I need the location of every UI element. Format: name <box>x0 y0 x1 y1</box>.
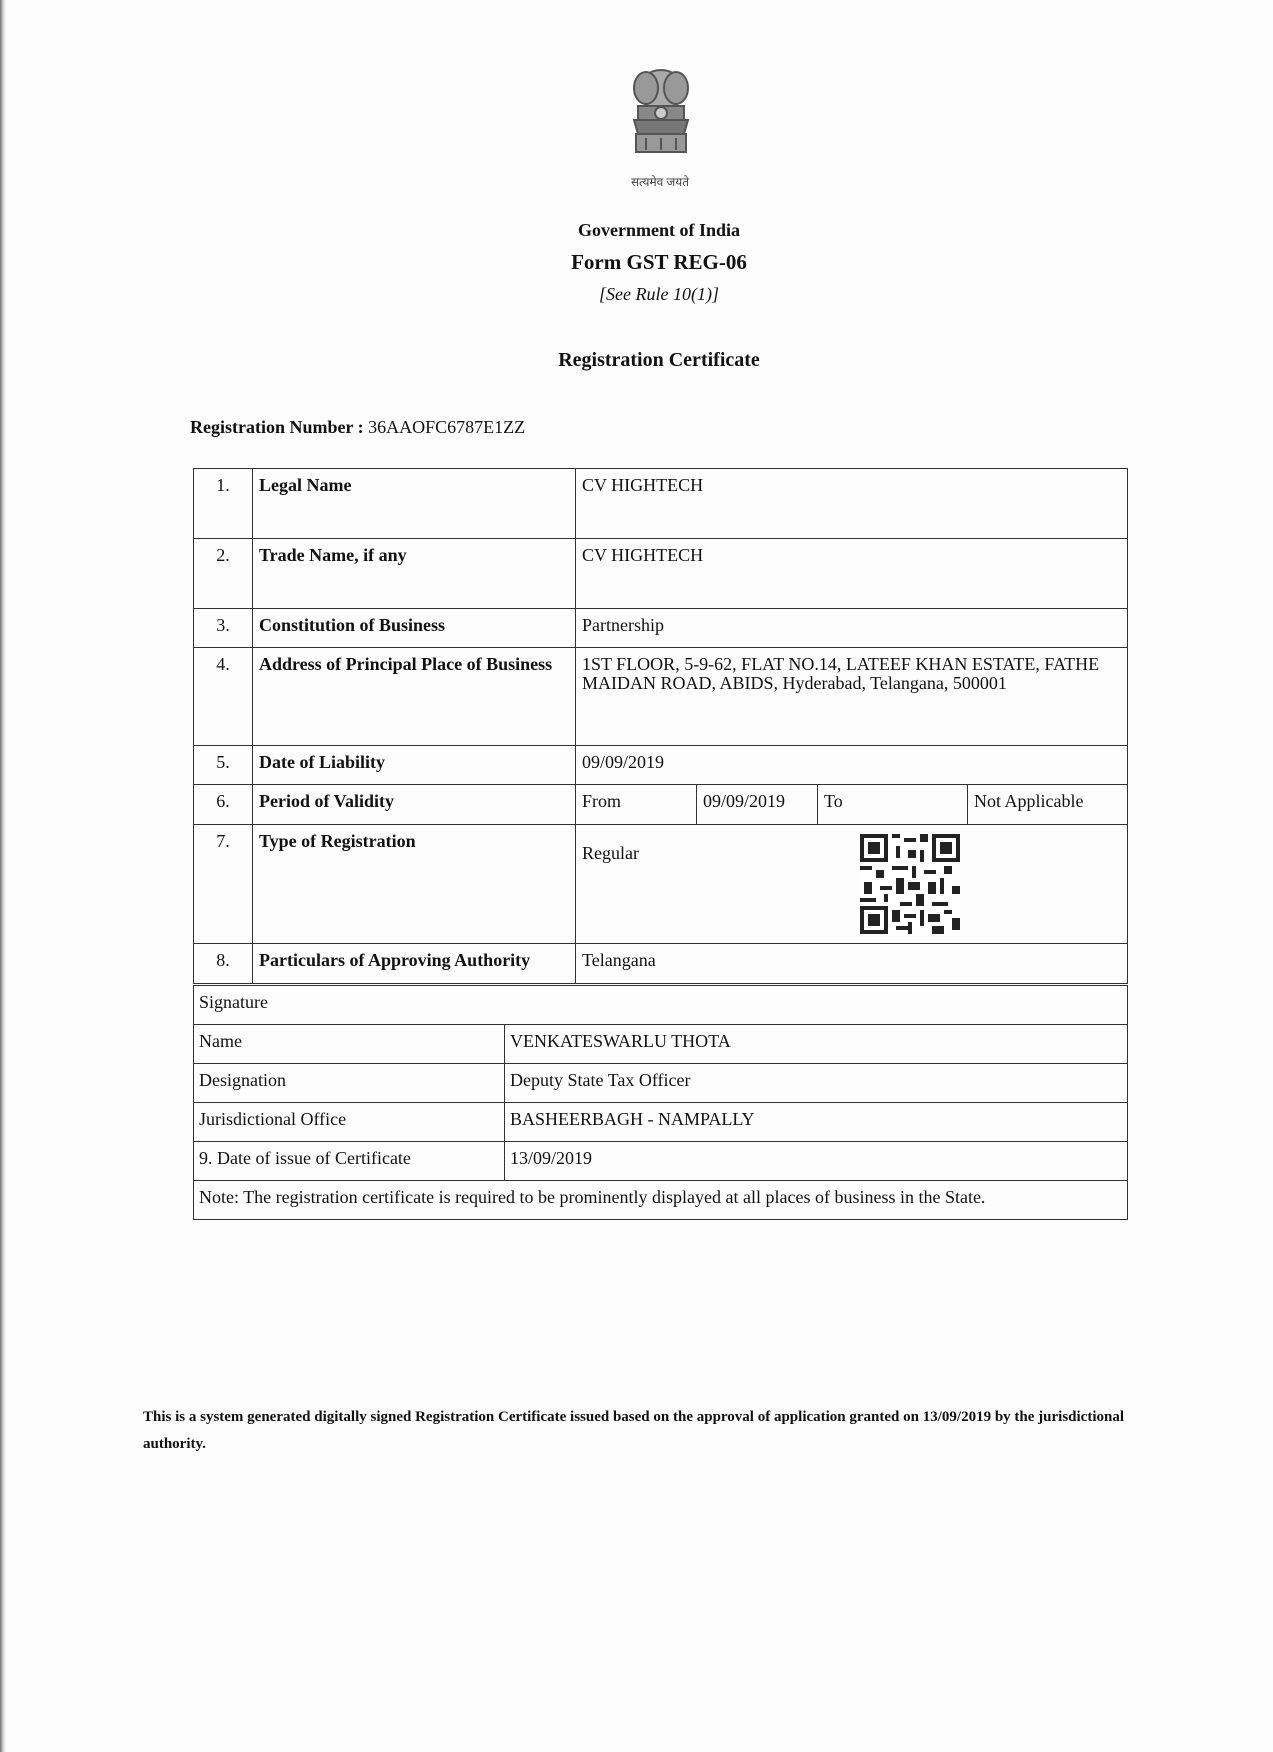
office-value: BASHEERBAGH - NAMPALLY <box>505 1103 1128 1142</box>
table-row <box>194 1103 1128 1142</box>
table-row <box>194 1142 1128 1181</box>
row-label: Particulars of Approving Authority <box>253 944 576 984</box>
issue-date-value: 13/09/2019 <box>505 1142 1128 1181</box>
name-value: VENKATESWARLU THOTA <box>505 1025 1128 1064</box>
table-row <box>194 609 1128 648</box>
registration-type-cell <box>576 825 1128 944</box>
table-row <box>194 1181 1128 1220</box>
row-value: Regular <box>582 843 639 863</box>
validity-cell <box>576 785 1128 825</box>
table-row <box>194 1025 1128 1064</box>
row-label: Period of Validity <box>253 785 576 825</box>
note-text: Note: The registration certificate is required to be prominently displayed at all places of business in the State. <box>194 1181 1128 1220</box>
row-number: 5. <box>194 746 253 785</box>
qr-code-icon <box>860 834 960 934</box>
validity-to-value: Not Applicable <box>974 791 1084 811</box>
row-label: Constitution of Business <box>253 609 576 648</box>
details-table <box>193 468 1128 984</box>
signature-label: Signature <box>194 986 1128 1025</box>
registration-number <box>190 417 525 438</box>
row-value: CV HIGHTECH <box>576 469 1128 539</box>
emblem-motto: सत्यमेव जयते <box>630 175 690 189</box>
certificate-title: Registration Certificate <box>558 349 760 371</box>
table-row <box>194 944 1128 984</box>
registration-number-label: Registration Number : <box>190 417 364 437</box>
table-row <box>194 785 1128 825</box>
row-label: Type of Registration <box>253 825 576 944</box>
row-number: 7. <box>194 825 253 944</box>
validity-from-value: 09/09/2019 <box>697 785 818 824</box>
rule-reference: [See Rule 10(1)] <box>599 284 719 304</box>
row-number: 1. <box>194 469 253 539</box>
table-row <box>194 1064 1128 1103</box>
row-label: Legal Name <box>253 469 576 539</box>
row-label: Trade Name, if any <box>253 539 576 609</box>
row-value: Telangana <box>576 944 1128 984</box>
signature-table <box>193 985 1128 1220</box>
row-number: 4. <box>194 648 253 746</box>
row-label: Address of Principal Place of Business <box>253 648 576 746</box>
signature-row <box>194 986 1128 1025</box>
table-row <box>194 746 1128 785</box>
national-emblem-icon <box>616 60 706 176</box>
office-label: Jurisdictional Office <box>194 1103 505 1142</box>
row-number: 8. <box>194 944 253 984</box>
designation-value: Deputy State Tax Officer <box>505 1064 1128 1103</box>
row-value: 09/09/2019 <box>576 746 1128 785</box>
issue-date-label: 9. Date of issue of Certificate <box>194 1142 505 1181</box>
table-row <box>194 539 1128 609</box>
table-row <box>194 648 1128 746</box>
validity-from-label: From <box>576 785 697 824</box>
row-number: 3. <box>194 609 253 648</box>
row-label: Date of Liability <box>253 746 576 785</box>
designation-label: Designation <box>194 1064 505 1103</box>
validity-to-label: To <box>818 785 968 824</box>
row-value: Partnership <box>576 609 1128 648</box>
table-row <box>194 469 1128 539</box>
row-value: 1ST FLOOR, 5-9-62, FLAT NO.14, LATEEF KHAN ESTATE, FATHE MAIDAN ROAD, ABIDS, Hyderabad, Telangana, 500001 <box>576 648 1128 746</box>
registration-number-value: 36AAOFC6787E1ZZ <box>368 417 526 437</box>
row-value: CV HIGHTECH <box>576 539 1128 609</box>
row-number: 6. <box>194 785 253 825</box>
form-title: Form GST REG-06 <box>571 250 747 274</box>
row-number: 2. <box>194 539 253 609</box>
name-label: Name <box>194 1025 505 1064</box>
footer-disclaimer: This is a system generated digitally signed Registration Certificate issued based on the approval of application granted on 13/09/2019 by the jurisdictional authority. <box>143 1409 1124 1452</box>
government-heading: Government of India <box>578 220 740 240</box>
table-row <box>194 825 1128 944</box>
